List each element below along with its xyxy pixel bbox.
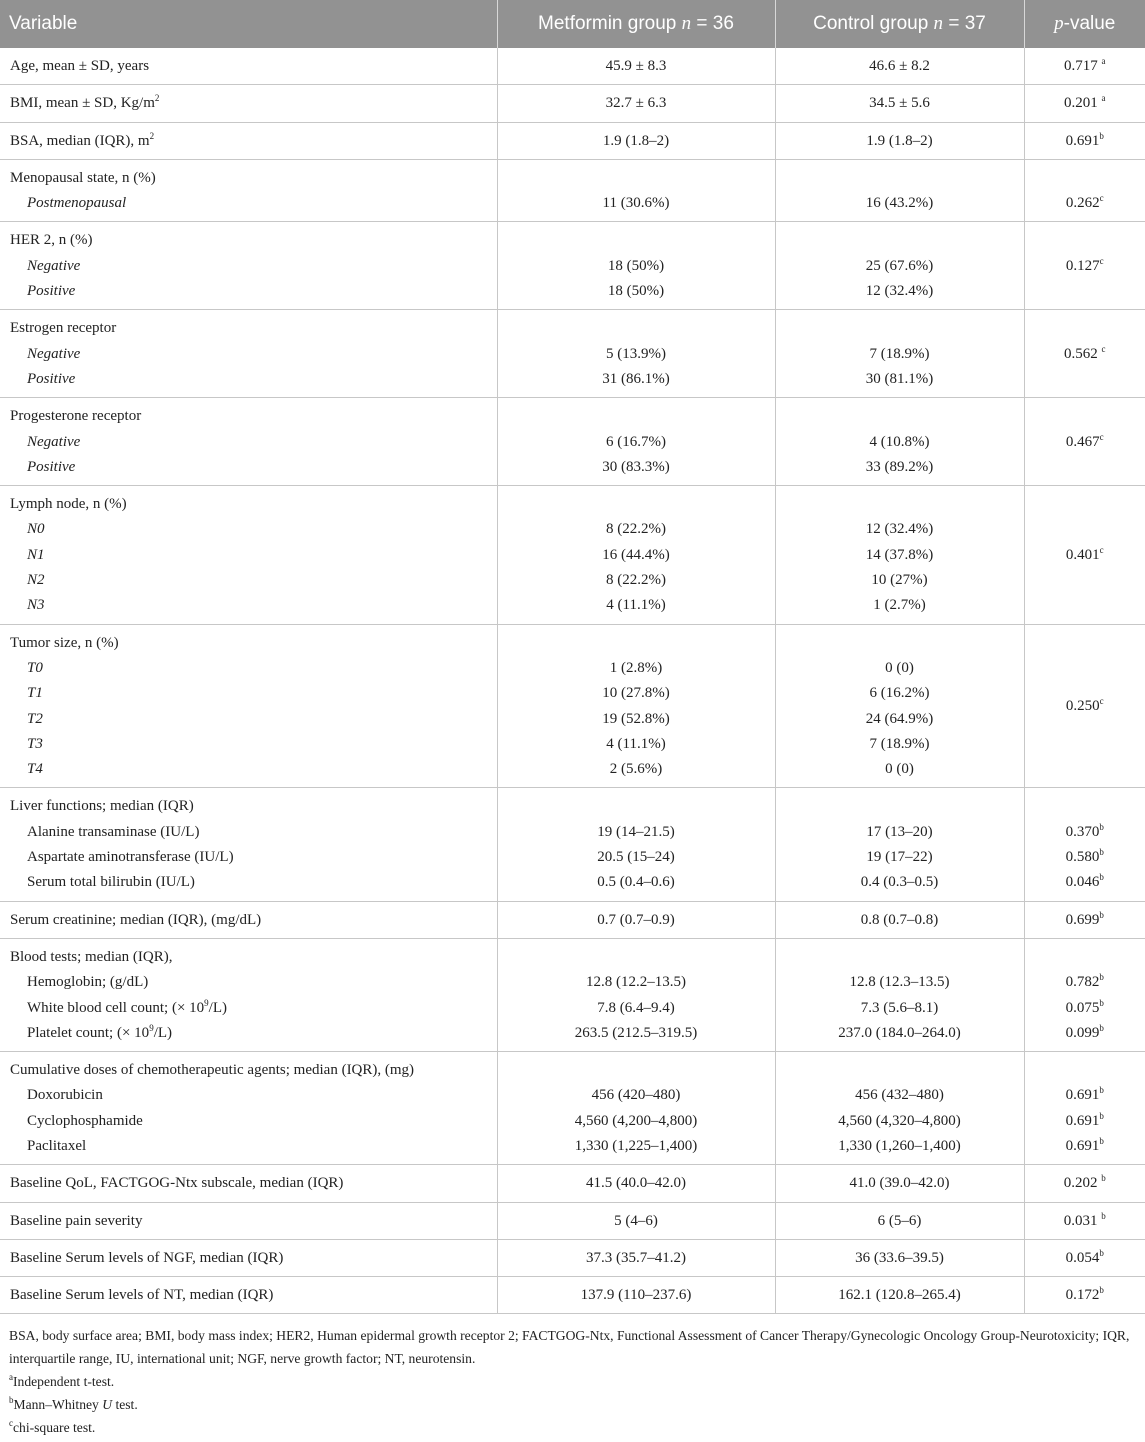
variable-label: T2 bbox=[27, 710, 43, 727]
control-cell bbox=[775, 1277, 1024, 1314]
p-value-cell bbox=[1024, 122, 1145, 159]
control-value: 25 (67.6%) bbox=[865, 257, 934, 274]
variable-label: Estrogen receptor bbox=[10, 320, 117, 337]
p-value: 0.691$^b$ bbox=[1065, 130, 1104, 149]
p-value: 0.580$^b$ bbox=[1065, 847, 1104, 866]
metformin-value: 45.9 ± 8.3 bbox=[605, 58, 667, 74]
variable-cell bbox=[0, 624, 497, 788]
control-cell bbox=[775, 85, 1024, 122]
metformin-value: 20.5 (15–24) bbox=[597, 849, 675, 866]
variable-cell bbox=[0, 486, 497, 624]
footnote-b: $^b$Mann–Whitney U test. bbox=[9, 1395, 138, 1413]
p-value: 0.172$^b$ bbox=[1065, 1285, 1104, 1304]
table-row bbox=[0, 398, 1145, 486]
metformin-value: 0.7 (0.7–0.9) bbox=[597, 911, 675, 928]
variable-label: Negative bbox=[27, 433, 81, 450]
metformin-value: 7.8 (6.4–9.4) bbox=[597, 999, 675, 1016]
footnote-c: $^c$chi-square test. bbox=[9, 1418, 96, 1436]
p-value: 0.562 $^c$ bbox=[1064, 343, 1106, 362]
variable-label: T1 bbox=[27, 685, 43, 702]
p-value: 0.262$^c$ bbox=[1065, 193, 1104, 212]
p-value-cell bbox=[1024, 624, 1145, 788]
variable-label: Blood tests; median (IQR), bbox=[10, 948, 173, 965]
control-value: 7 (18.9%) bbox=[869, 735, 930, 752]
control-cell bbox=[775, 1202, 1024, 1239]
variable-label: Baseline pain severity bbox=[10, 1212, 143, 1229]
metformin-value bbox=[508, 1058, 765, 1083]
control-value bbox=[786, 794, 1014, 819]
p-value-cell bbox=[1024, 85, 1145, 122]
metformin-cell bbox=[497, 1239, 775, 1276]
metformin-cell bbox=[497, 159, 775, 222]
p-value: 0.201 $^a$ bbox=[1064, 93, 1106, 112]
variable-label: Cumulative doses of chemotherapeutic agents; median (IQR), (mg) bbox=[10, 1062, 415, 1079]
p-value: 0.127$^c$ bbox=[1065, 255, 1104, 274]
metformin-value: 32.7 ± 6.3 bbox=[605, 95, 667, 112]
metformin-value: 30 (83.3%) bbox=[602, 458, 670, 475]
p-value bbox=[1035, 945, 1136, 970]
control-cell bbox=[775, 1052, 1024, 1165]
variable-label: Baseline QoL, FACTGOG-Ntx subscale, median (IQR) bbox=[10, 1175, 344, 1192]
metformin-cell bbox=[497, 486, 775, 624]
variable-cell bbox=[0, 85, 497, 122]
metformin-value: 456 (420–480) bbox=[591, 1087, 681, 1104]
metformin-cell bbox=[497, 48, 775, 85]
metformin-cell bbox=[497, 1202, 775, 1239]
metformin-value bbox=[508, 794, 765, 819]
metformin-value bbox=[508, 404, 765, 429]
table-row bbox=[0, 310, 1145, 398]
variable-label: Negative bbox=[27, 257, 81, 274]
p-value: 0.401$^c$ bbox=[1065, 544, 1104, 563]
metformin-value: 1 (2.8%) bbox=[609, 659, 663, 676]
control-value: 6 (16.2%) bbox=[869, 685, 930, 702]
control-cell bbox=[775, 122, 1024, 159]
control-cell bbox=[775, 398, 1024, 486]
control-value: 4,560 (4,320–4,800) bbox=[838, 1112, 961, 1129]
metformin-value bbox=[508, 228, 765, 253]
variable-label: Postmenopausal bbox=[27, 195, 127, 212]
metformin-value bbox=[508, 492, 765, 517]
control-value: 1 (2.7%) bbox=[873, 597, 926, 614]
table-row bbox=[0, 159, 1145, 222]
header-control-group: Control group n = 37 bbox=[775, 0, 1024, 48]
header-variable: Variable bbox=[0, 0, 497, 48]
p-value-cell bbox=[1024, 788, 1145, 901]
variable-label: Cyclophosphamide bbox=[27, 1112, 143, 1129]
metformin-value: 5 (4–6) bbox=[614, 1212, 658, 1229]
variable-label: N3 bbox=[27, 597, 45, 614]
variable-label: Alanine transaminase (IU/L) bbox=[27, 823, 200, 840]
p-value-cell bbox=[1024, 1277, 1145, 1314]
p-value: 0.202 $^b$ bbox=[1063, 1173, 1106, 1192]
metformin-cell bbox=[497, 122, 775, 159]
control-value: 12.8 (12.3–13.5) bbox=[849, 974, 950, 991]
p-value: 0.031 $^b$ bbox=[1063, 1210, 1106, 1229]
metformin-value bbox=[508, 631, 765, 656]
control-value: 7 (18.9%) bbox=[869, 345, 930, 362]
metformin-value bbox=[508, 166, 765, 191]
control-value bbox=[786, 166, 1014, 191]
metformin-value: 1,330 (1,225–1,400) bbox=[574, 1137, 698, 1154]
p-value: 0.717 $^a$ bbox=[1064, 56, 1106, 74]
metformin-cell bbox=[497, 1277, 775, 1314]
p-value: 0.046$^b$ bbox=[1065, 872, 1104, 891]
control-value: 12 (32.4%) bbox=[865, 521, 934, 538]
variable-cell bbox=[0, 222, 497, 310]
variable-label: Positive bbox=[27, 458, 76, 475]
variable-label: N2 bbox=[27, 572, 45, 589]
metformin-value: 12.8 (12.2–13.5) bbox=[586, 974, 686, 991]
variable-cell bbox=[0, 310, 497, 398]
metformin-cell bbox=[497, 398, 775, 486]
control-value bbox=[786, 228, 1014, 253]
variable-label: Serum total bilirubin (IU/L) bbox=[27, 874, 195, 891]
variable-cell bbox=[0, 1202, 497, 1239]
p-value: 0.699$^b$ bbox=[1065, 909, 1104, 928]
metformin-value: 37.3 (35.7–41.2) bbox=[586, 1249, 686, 1266]
control-value: 237.0 (184.0–264.0) bbox=[838, 1024, 961, 1041]
variable-label: Progesterone receptor bbox=[10, 408, 142, 425]
table-row bbox=[0, 788, 1145, 901]
p-value: 0.691$^b$ bbox=[1065, 1110, 1104, 1129]
metformin-cell bbox=[497, 901, 775, 938]
metformin-cell bbox=[497, 222, 775, 310]
variable-label: T0 bbox=[27, 659, 43, 676]
variable-cell bbox=[0, 159, 497, 222]
control-value: 456 (432–480) bbox=[855, 1087, 944, 1104]
variable-label: BSA, median (IQR), $m^2$ bbox=[10, 130, 155, 149]
metformin-value: 19 (52.8%) bbox=[602, 710, 670, 727]
metformin-value: 16 (44.4%) bbox=[602, 546, 670, 563]
metformin-cell bbox=[497, 310, 775, 398]
control-cell bbox=[775, 159, 1024, 222]
control-value bbox=[786, 316, 1014, 341]
control-value: 16 (43.2%) bbox=[865, 195, 934, 212]
variable-cell bbox=[0, 1277, 497, 1314]
metformin-value: 0.5 (0.4–0.6) bbox=[597, 874, 675, 891]
table-row bbox=[0, 1239, 1145, 1276]
p-value bbox=[1035, 1058, 1136, 1083]
variable-cell bbox=[0, 398, 497, 486]
table-row bbox=[0, 122, 1145, 159]
variable-label: Positive bbox=[27, 370, 76, 387]
metformin-value: 137.9 (110–237.6) bbox=[580, 1287, 692, 1304]
metformin-value: 41.5 (40.0–42.0) bbox=[586, 1175, 686, 1192]
control-value: 1.9 (1.8–2) bbox=[866, 132, 933, 149]
table-row bbox=[0, 1165, 1145, 1202]
p-value: 0.691$^b$ bbox=[1065, 1085, 1104, 1104]
metformin-value: 19 (14–21.5) bbox=[597, 823, 675, 840]
p-value-cell bbox=[1024, 486, 1145, 624]
variable-cell bbox=[0, 1165, 497, 1202]
footnote-abbreviations: BSA, body surface area; BMI, body mass index; HER2, Human epidermal growth receptor 2; FACTGOG-Ntx, Functional Assessment of Cancer Therapy/Gynecologic Oncology Group-Neurotoxicity; IQR, interquartile range, IU, international unit; NGF, nerve growth factor; NT, neurotensin. bbox=[9, 1328, 1130, 1367]
metformin-value: 4 (11.1%) bbox=[606, 735, 666, 752]
control-value bbox=[786, 631, 1014, 656]
control-value: 0 (0) bbox=[885, 659, 914, 676]
table-header-row bbox=[0, 0, 1145, 48]
control-cell bbox=[775, 310, 1024, 398]
control-value: 30 (81.1%) bbox=[865, 370, 934, 387]
control-value: 4 (10.8%) bbox=[869, 433, 930, 450]
variable-label: Paclitaxel bbox=[27, 1137, 87, 1154]
variable-label: T3 bbox=[27, 735, 43, 752]
table-body bbox=[0, 48, 1145, 1314]
variable-cell bbox=[0, 48, 497, 85]
metformin-value: 4,560 (4,200–4,800) bbox=[574, 1112, 698, 1129]
metformin-value: 18 (50%) bbox=[607, 283, 665, 300]
table-row bbox=[0, 85, 1145, 122]
metformin-value: 5 (13.9%) bbox=[606, 345, 666, 362]
metformin-value: 10 (27.8%) bbox=[602, 685, 670, 702]
control-value: 34.5 ± 5.6 bbox=[869, 95, 930, 112]
control-value bbox=[786, 945, 1014, 970]
footnote-a: $^a$Independent t-test. bbox=[9, 1372, 115, 1390]
control-value bbox=[786, 1058, 1014, 1083]
control-value: 36 (33.6–39.5) bbox=[855, 1249, 944, 1266]
control-cell bbox=[775, 1165, 1024, 1202]
p-value-cell bbox=[1024, 938, 1145, 1051]
metformin-value: 263.5 (212.5–319.5) bbox=[574, 1024, 698, 1041]
variable-cell bbox=[0, 901, 497, 938]
variable-cell bbox=[0, 1052, 497, 1165]
p-value bbox=[1035, 794, 1136, 819]
metformin-cell bbox=[497, 788, 775, 901]
variable-label: Liver functions; median (IQR) bbox=[10, 798, 194, 815]
metformin-value: 11 (30.6%) bbox=[602, 195, 670, 212]
control-cell bbox=[775, 1239, 1024, 1276]
control-value: 12 (32.4%) bbox=[865, 283, 934, 300]
control-value: 1,330 (1,260–1,400) bbox=[838, 1137, 961, 1154]
control-value: 0.4 (0.3–0.5) bbox=[860, 874, 939, 891]
metformin-value: 2 (5.6%) bbox=[609, 761, 663, 778]
variable-label: Positive bbox=[27, 283, 76, 300]
p-value-cell bbox=[1024, 1202, 1145, 1239]
table-row bbox=[0, 624, 1145, 788]
control-value: 7.3 (5.6–8.1) bbox=[860, 999, 939, 1016]
variable-label: Menopausal state, n (%) bbox=[10, 169, 156, 186]
p-value: 0.250$^c$ bbox=[1065, 695, 1104, 714]
variable-label: White blood cell count; (× $10^9/L$) bbox=[27, 997, 227, 1016]
p-value-cell bbox=[1024, 1052, 1145, 1165]
table-row bbox=[0, 486, 1145, 624]
variable-label: Lymph node, n (%) bbox=[10, 496, 127, 513]
table-row bbox=[0, 901, 1145, 938]
control-cell bbox=[775, 48, 1024, 85]
control-value: 17 (13–20) bbox=[866, 823, 933, 840]
control-value: 10 (27%) bbox=[871, 572, 928, 589]
p-value: 0.075$^b$ bbox=[1065, 997, 1104, 1016]
metformin-cell bbox=[497, 624, 775, 788]
metformin-value: 31 (86.1%) bbox=[602, 370, 670, 387]
metformin-value: 6 (16.7%) bbox=[606, 433, 666, 450]
p-value-cell bbox=[1024, 901, 1145, 938]
variable-cell bbox=[0, 938, 497, 1051]
p-value-cell bbox=[1024, 159, 1145, 222]
table-row bbox=[0, 1277, 1145, 1314]
variable-label: N0 bbox=[27, 521, 45, 538]
table-row bbox=[0, 938, 1145, 1051]
control-cell bbox=[775, 788, 1024, 901]
control-cell bbox=[775, 486, 1024, 624]
p-value: 0.099$^b$ bbox=[1065, 1022, 1104, 1041]
variable-label: Aspartate aminotransferase (IU/L) bbox=[27, 849, 234, 866]
control-value bbox=[786, 404, 1014, 429]
metformin-value: 4 (11.1%) bbox=[606, 597, 666, 614]
metformin-value: 8 (22.2%) bbox=[606, 572, 666, 589]
metformin-value bbox=[508, 316, 765, 341]
control-value: 162.1 (120.8–265.4) bbox=[838, 1287, 961, 1304]
control-value: 19 (17–22) bbox=[866, 849, 933, 866]
p-value-cell bbox=[1024, 48, 1145, 85]
table-row bbox=[0, 1202, 1145, 1239]
table-footnotes bbox=[0, 1314, 1145, 1439]
variable-label: Age, mean ± SD, years bbox=[10, 58, 150, 74]
variable-label: HER 2, n (%) bbox=[10, 232, 93, 249]
variable-cell bbox=[0, 122, 497, 159]
metformin-value: 8 (22.2%) bbox=[606, 521, 666, 538]
control-value: 46.6 ± 8.2 bbox=[869, 58, 930, 74]
p-value: 0.370$^b$ bbox=[1065, 821, 1104, 840]
variable-label: Baseline Serum levels of NGF, median (IQR) bbox=[10, 1249, 284, 1266]
variable-label: Doxorubicin bbox=[27, 1087, 103, 1104]
header-metformin-group: Metformin group n = 36 bbox=[497, 0, 775, 48]
control-value: 14 (37.8%) bbox=[865, 546, 934, 563]
control-value: 41.0 (39.0–42.0) bbox=[849, 1175, 950, 1192]
p-value: 0.467$^c$ bbox=[1065, 431, 1104, 450]
control-cell bbox=[775, 938, 1024, 1051]
metformin-cell bbox=[497, 1052, 775, 1165]
metformin-value: 1.9 (1.8–2) bbox=[602, 132, 670, 149]
p-value-cell bbox=[1024, 310, 1145, 398]
metformin-cell bbox=[497, 85, 775, 122]
control-cell bbox=[775, 222, 1024, 310]
variable-label: Baseline Serum levels of NT, median (IQR) bbox=[10, 1287, 274, 1304]
variable-label: Negative bbox=[27, 345, 81, 362]
variable-label: Hemoglobin; (g/dL) bbox=[27, 974, 149, 991]
control-cell bbox=[775, 624, 1024, 788]
variable-label: T4 bbox=[27, 761, 43, 778]
control-value bbox=[786, 492, 1014, 517]
p-value-cell bbox=[1024, 1239, 1145, 1276]
p-value: 0.054$^b$ bbox=[1065, 1247, 1104, 1266]
p-value bbox=[1035, 166, 1136, 191]
table-row bbox=[0, 1052, 1145, 1165]
variable-cell bbox=[0, 1239, 497, 1276]
control-value: 6 (5–6) bbox=[877, 1212, 922, 1229]
table-row bbox=[0, 222, 1145, 310]
header-p-value: p-value bbox=[1024, 0, 1145, 48]
variable-label: N1 bbox=[27, 546, 45, 563]
p-value: 0.691$^b$ bbox=[1065, 1135, 1104, 1154]
metformin-cell bbox=[497, 938, 775, 1051]
metformin-cell bbox=[497, 1165, 775, 1202]
p-value-cell bbox=[1024, 398, 1145, 486]
variable-label: Serum creatinine; median (IQR), (mg/dL) bbox=[10, 911, 262, 928]
table-row bbox=[0, 48, 1145, 85]
p-value-cell bbox=[1024, 1165, 1145, 1202]
variable-cell bbox=[0, 788, 497, 901]
metformin-value: 18 (50%) bbox=[607, 257, 665, 274]
variable-label: BMI, mean ± SD, $Kg/m^2$ bbox=[10, 93, 160, 112]
control-value: 0 (0) bbox=[885, 761, 914, 778]
control-value: 24 (64.9%) bbox=[865, 710, 934, 727]
control-cell bbox=[775, 901, 1024, 938]
control-value: 33 (89.2%) bbox=[865, 458, 934, 475]
variable-label: Platelet count; (× $10^9/L$) bbox=[27, 1022, 173, 1041]
p-value: 0.782$^b$ bbox=[1065, 972, 1104, 991]
p-value-cell bbox=[1024, 222, 1145, 310]
metformin-value bbox=[508, 945, 765, 970]
variable-label: Tumor size, n (%) bbox=[10, 634, 119, 651]
control-value: 0.8 (0.7–0.8) bbox=[860, 911, 939, 928]
